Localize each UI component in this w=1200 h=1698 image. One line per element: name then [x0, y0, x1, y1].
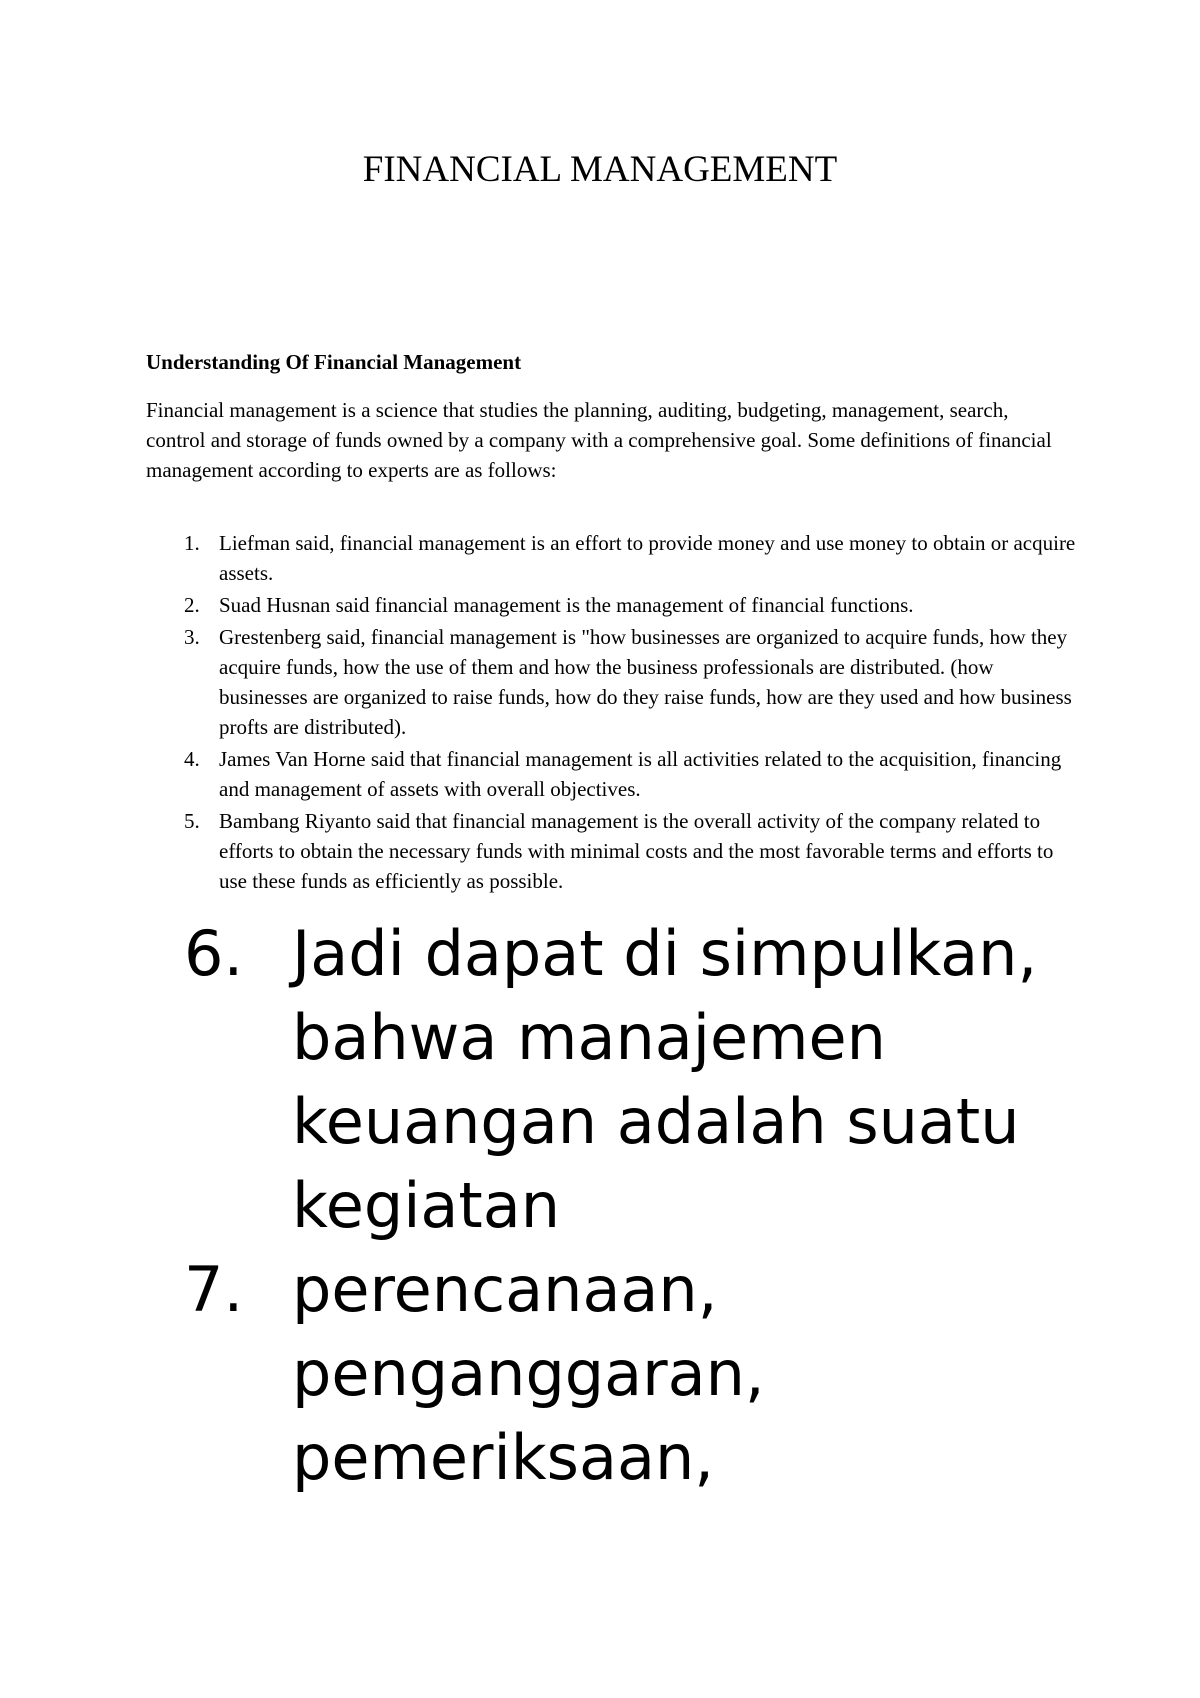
document-title: FINANCIAL MANAGEMENT — [362, 149, 838, 190]
list-item — [146, 806, 1076, 896]
list-item-number: 5. — [184, 809, 200, 833]
list-item-text: Liefman said, financial management is an effort to provide money and use money to obtain or acquire assets. — [219, 531, 1076, 585]
conclusion-item — [184, 1248, 1114, 1500]
intro-paragraph: Financial management is a science that studies the planning, auditing, budgeting, management, search, control and storage of funds owned by a company with a comprehensive goal. Some definitions of financial management according to experts are as follows: — [146, 398, 1052, 482]
list-item — [146, 622, 1076, 742]
list-item-number: 1. — [184, 531, 200, 555]
conclusion-item — [184, 912, 1114, 1248]
list-item-number: 2. — [184, 593, 200, 617]
list-item-number: 4. — [184, 747, 200, 771]
conclusion-item-number: 7. — [184, 1253, 244, 1326]
list-item-number: 3. — [184, 625, 200, 649]
conclusion-item-text: Jadi dapat di simpulkan, bahwa manajemen keuangan adalah suatu kegiatan — [292, 917, 1038, 1242]
definitions-list — [146, 528, 1076, 898]
list-item — [146, 590, 1076, 620]
conclusion-list — [184, 912, 1114, 1500]
list-item — [146, 528, 1076, 588]
list-item-text: James Van Horne said that financial management is all activities related to the acquisition, financing and management of assets with overall objectives. — [219, 747, 1062, 801]
list-item-text: Suad Husnan said financial management is the management of financial functions. — [219, 593, 914, 617]
conclusion-item-number: 6. — [184, 917, 244, 990]
list-item-text: Grestenberg said, financial management is "how businesses are organized to acquire funds, how they acquire funds, how the use of them and how the business professionals are distributed. (how businesses are organized to raise funds, how do they raise funds, how are they used and how business profts are distributed). — [219, 625, 1072, 739]
list-item — [146, 744, 1076, 804]
list-item-text: Bambang Riyanto said that financial management is the overall activity of the company related to efforts to obtain the necessary funds with minimal costs and the most favorable terms and efforts to use these funds as efficiently as possible. — [219, 809, 1054, 893]
section-heading: Understanding Of Financial Management — [146, 350, 522, 374]
conclusion-item-text: perencanaan, penganggaran, pemeriksaan, — [292, 1253, 765, 1494]
